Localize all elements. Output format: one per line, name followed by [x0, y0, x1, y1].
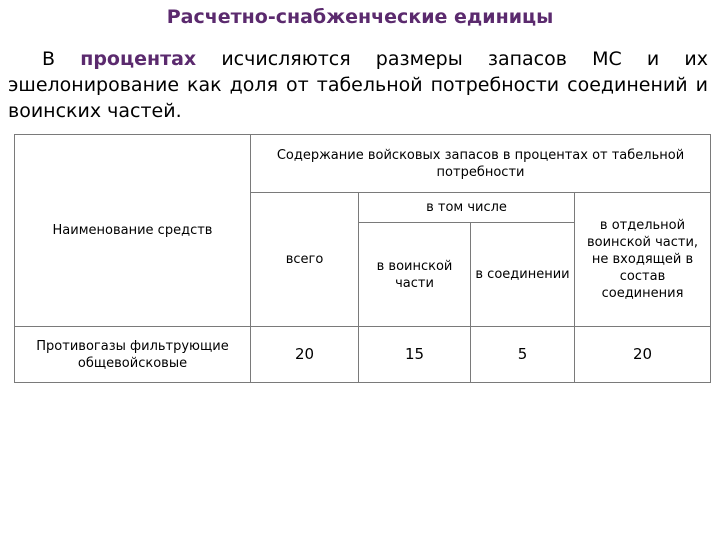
name-column-header: Наименование средств — [15, 135, 251, 327]
total-column-header: всего — [251, 193, 359, 327]
row-total: 20 — [251, 327, 359, 383]
page-title: Расчетно-снабженческие единицы — [166, 6, 554, 28]
intro-paragraph — [8, 46, 708, 124]
formation-column-header: в соединении — [471, 223, 575, 327]
row-unit: 15 — [359, 327, 471, 383]
intro-text: исчисляются размеры запасов МС и их эшелонирование как доля от табельной потребности соединений и воинских частей. — [8, 48, 708, 122]
intro-prefix: В — [42, 48, 56, 70]
unit-column-header: в воинской части — [359, 223, 471, 327]
table-row — [15, 327, 711, 383]
row-name: Противогазы фильтрующие общевойсковые — [15, 327, 251, 383]
stock-table — [14, 134, 711, 383]
group-header: Содержание войсковых запасов в процентах от табельной потребности — [251, 135, 711, 193]
header-row-1 — [15, 135, 711, 193]
row-separate: 20 — [575, 327, 711, 383]
row-formation: 5 — [471, 327, 575, 383]
separate-unit-column-header: в отдельной воинской части, не входящей в состав соединения — [575, 193, 711, 327]
intro-highlight: процентах — [80, 48, 197, 70]
in-total-header: в том числе — [359, 193, 575, 223]
